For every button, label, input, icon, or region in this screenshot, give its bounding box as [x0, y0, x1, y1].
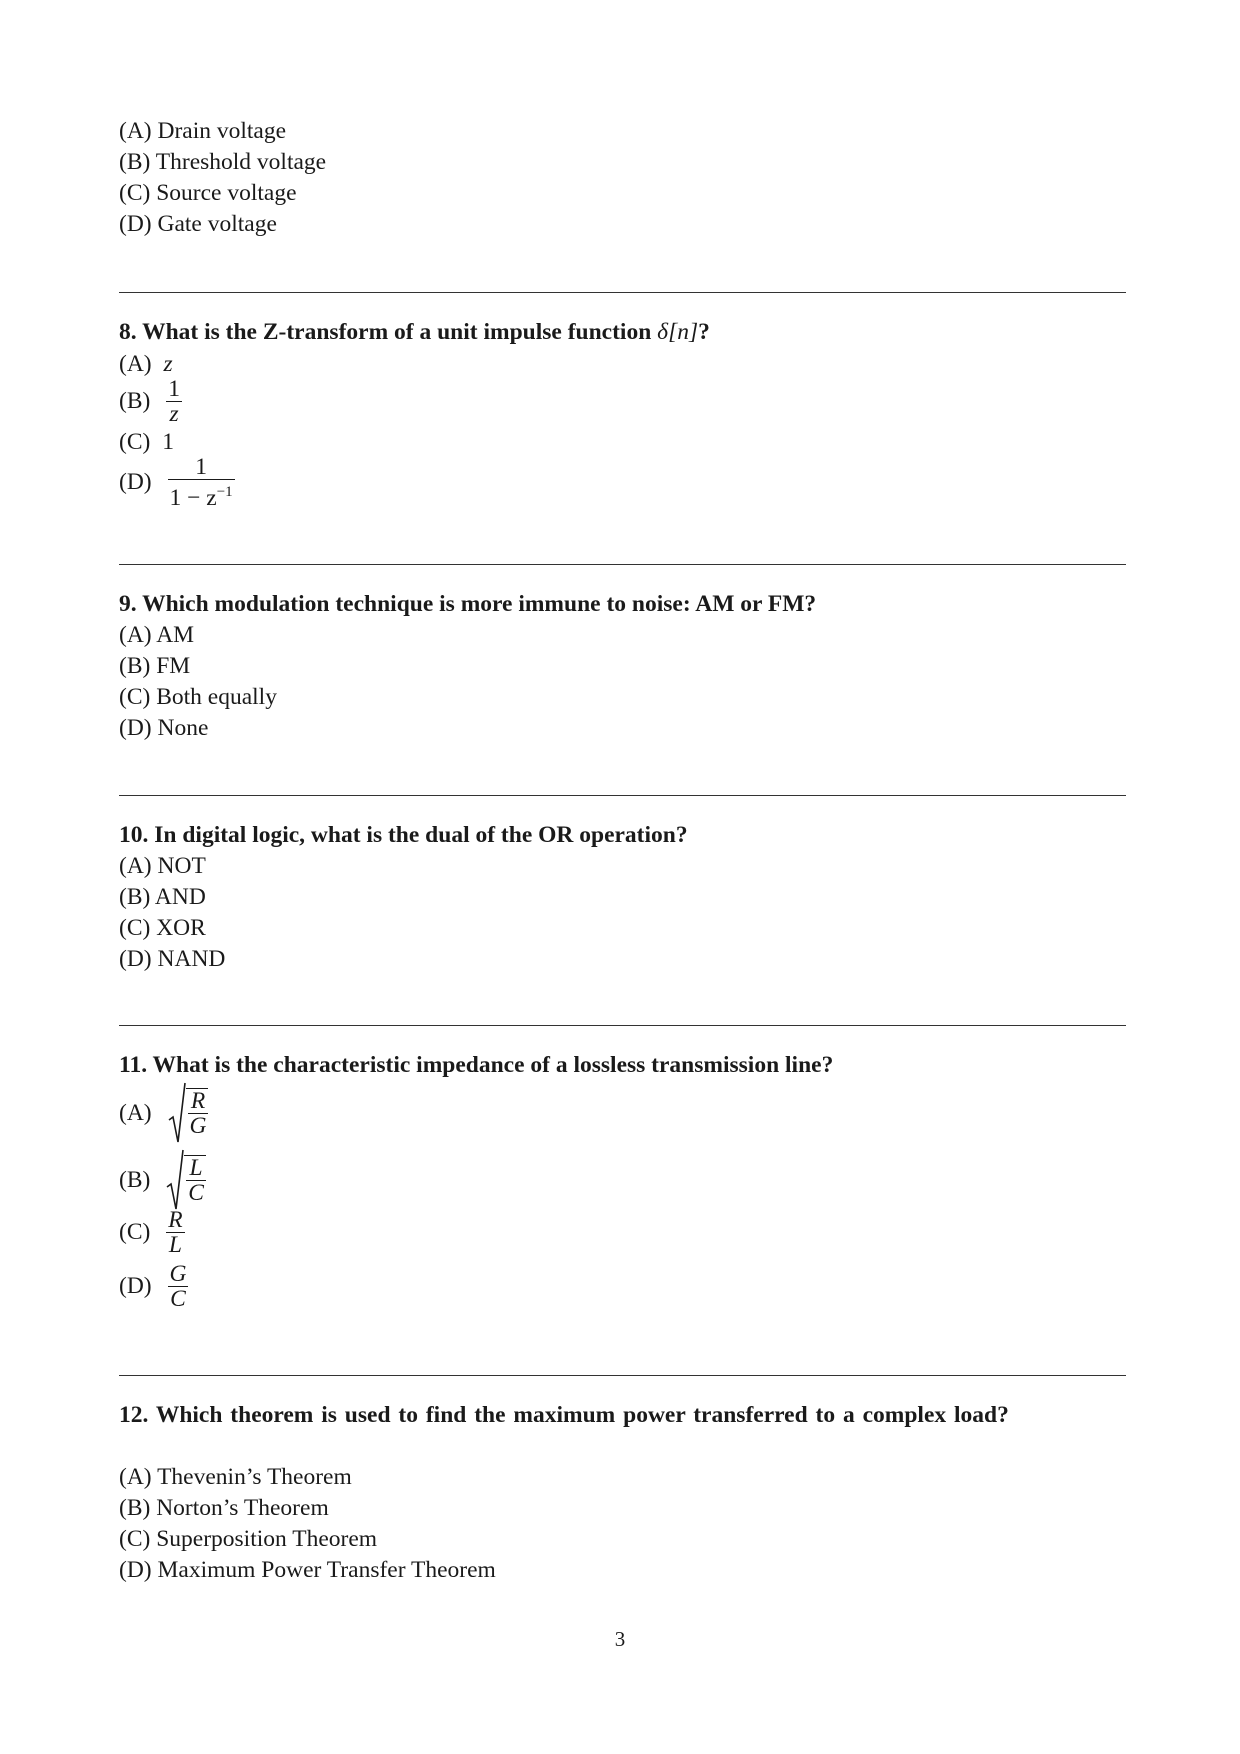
divider: [119, 795, 1126, 796]
q9-option-d: (D) None: [119, 715, 209, 741]
q12-option-d: (D) Maximum Power Transfer Theorem: [119, 1557, 496, 1583]
q8-option-d: [119, 455, 235, 510]
q8-b-fraction: [166, 377, 182, 426]
radical-sign-icon: [166, 1149, 184, 1211]
q7-option-d: (D) Gate voltage: [119, 211, 277, 237]
q9-option-c: (C) Both equally: [119, 684, 277, 710]
q11-c-fraction: [166, 1208, 184, 1257]
q11-a-label: (A): [119, 1099, 152, 1126]
q8-text: [119, 317, 1128, 348]
q11-option-c: [119, 1208, 185, 1257]
divider: [119, 564, 1126, 565]
q7-option-a: (A) Drain voltage: [119, 118, 287, 144]
q8-a-label: (A): [119, 351, 152, 377]
q8-c-value: 1: [162, 429, 174, 455]
q8-a-value: z: [163, 351, 173, 377]
q11-a-denominator: G: [189, 1113, 207, 1139]
q9-option-a: (A) AM: [119, 622, 195, 648]
divider: [119, 292, 1126, 293]
q8-b-denominator: z: [166, 401, 182, 426]
q11-c-denominator: L: [166, 1232, 184, 1257]
q11-b-sqrt: [166, 1149, 206, 1211]
q8-option-b: [119, 377, 182, 426]
q8-text-post: ?: [698, 319, 710, 345]
q11-c-numerator: R: [168, 1207, 183, 1233]
q11-b-fraction: [186, 1156, 206, 1205]
q10-option-b: (B) AND: [119, 884, 206, 910]
q8-b-label: (B): [119, 388, 151, 414]
q12-text: 12. Which theorem is used to find the maximum power transferred to a complex load?: [119, 1402, 1009, 1428]
q10-option-d: (D) NAND: [119, 946, 226, 972]
q11-b-label: (B): [119, 1166, 151, 1193]
q11-text: 11. What is the characteristic impedance of a lossless transmission line?: [119, 1052, 834, 1078]
divider: [119, 1025, 1126, 1026]
radical-sign-icon: [168, 1082, 186, 1144]
q11-a-radicand: [186, 1088, 209, 1138]
q10-option-a: (A) NOT: [119, 853, 206, 879]
q8-d-denominator: [168, 479, 235, 510]
q8-d-den-base: 1 − z: [169, 484, 217, 511]
q11-d-label: (D): [119, 1273, 152, 1299]
q10-option-c: (C) XOR: [119, 915, 206, 941]
divider: [119, 1375, 1126, 1376]
q8-d-label: (D): [119, 468, 152, 495]
q11-b-denominator: C: [188, 1180, 204, 1206]
q12-option-c: (C) Superposition Theorem: [119, 1526, 378, 1552]
q11-d-fraction: [168, 1262, 189, 1311]
q11-d-numerator: G: [169, 1261, 187, 1287]
q9-option-b: (B) FM: [119, 653, 191, 679]
q8-option-a: [119, 349, 173, 380]
q8-option-c: [119, 427, 174, 458]
q8-c-label: (C): [119, 429, 151, 455]
q11-a-sqrt: [168, 1082, 209, 1144]
q7-option-b: (B) Threshold voltage: [119, 149, 327, 175]
q11-option-a: [119, 1082, 208, 1144]
q12-option-b: (B) Norton’s Theorem: [119, 1495, 329, 1521]
q11-option-d: [119, 1262, 188, 1311]
q11-b-radicand: [184, 1155, 206, 1205]
q8-b-numerator: 1: [168, 376, 180, 402]
q10-text: 10. In digital logic, what is the dual of the OR operation?: [119, 822, 688, 848]
q7-option-c: (C) Source voltage: [119, 180, 297, 206]
q8-text-pre: 8. What is the Z-transform of a unit impulse function: [119, 319, 658, 345]
q11-d-denominator: C: [168, 1286, 189, 1311]
q12-option-a: (A) Thevenin’s Theorem: [119, 1464, 352, 1490]
q8-d-den-exp: −1: [216, 484, 233, 500]
q11-a-numerator: R: [190, 1088, 206, 1114]
q8-text-math: δ[n]: [657, 319, 699, 345]
q11-a-fraction: [188, 1089, 209, 1138]
q8-d-numerator: 1: [195, 454, 207, 480]
q8-d-fraction: [168, 455, 235, 510]
page-number: 3: [614, 1627, 626, 1651]
q9-text: 9. Which modulation technique is more immune to noise: AM or FM?: [119, 591, 817, 617]
q11-c-label: (C): [119, 1219, 151, 1245]
q11-b-numerator: L: [189, 1155, 203, 1181]
q11-option-b: [119, 1149, 206, 1211]
